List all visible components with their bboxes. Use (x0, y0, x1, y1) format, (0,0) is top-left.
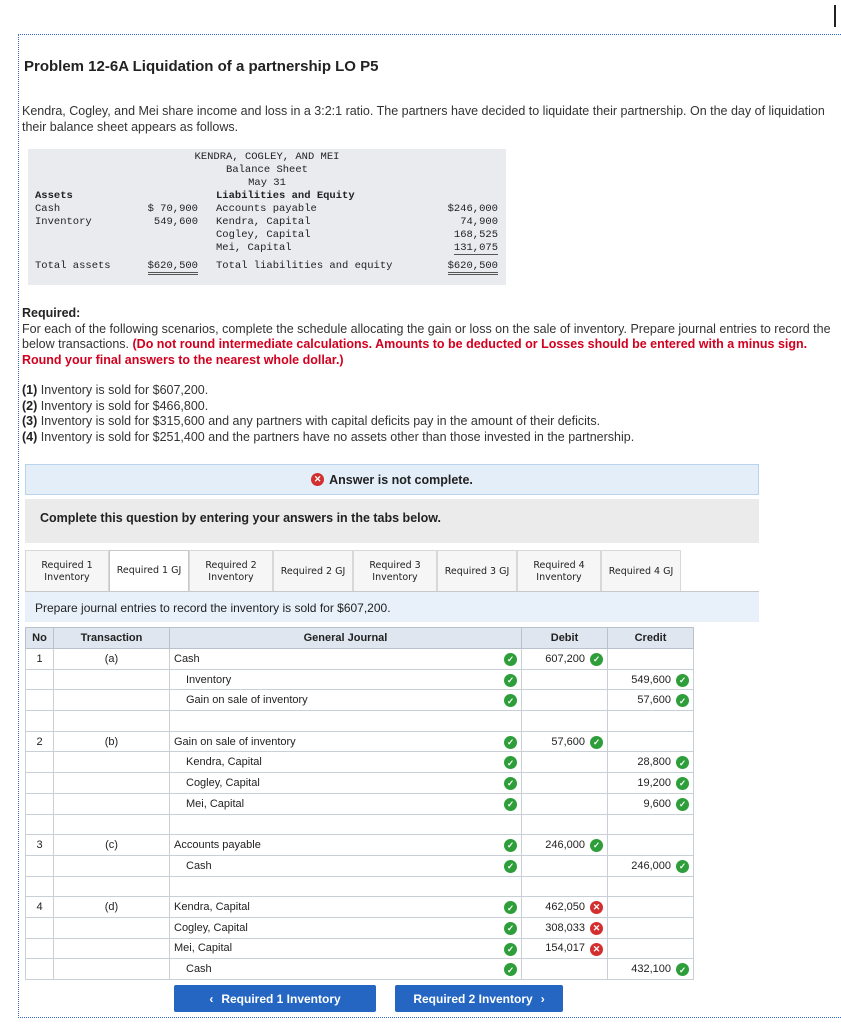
prev-tab-button[interactable]: ‹ Required 1 Inventory (174, 985, 376, 1012)
row-credit-input[interactable] (608, 897, 694, 918)
row-transaction (54, 814, 170, 835)
correct-check-icon: ✓ (590, 653, 603, 666)
journal-row (26, 731, 694, 752)
row-account-input[interactable]: Kendra, Capital ✓ (170, 897, 522, 918)
row-debit-input[interactable] (522, 855, 608, 876)
complete-prompt: Complete this question by entering your answers in the tabs below. (25, 499, 759, 543)
correct-check-icon: ✓ (504, 963, 517, 976)
problem-title: Problem 12-6A Liquidation of a partnership LO P5 (24, 58, 379, 75)
row-credit-input[interactable] (608, 835, 694, 856)
row-no: 2 (26, 731, 54, 752)
row-credit-input[interactable] (608, 711, 694, 732)
row-transaction: (c) (54, 835, 170, 856)
row-no (26, 814, 54, 835)
row-debit-input[interactable] (522, 690, 608, 711)
chevron-right-icon: › (540, 991, 545, 1006)
row-debit-input[interactable] (522, 876, 608, 897)
correct-check-icon: ✓ (676, 756, 689, 769)
journal-row (26, 959, 694, 980)
bs-total-le-label: Total liabilities and equity (216, 260, 393, 272)
tab-required-3-gj[interactable]: Required 3 GJ (437, 550, 517, 592)
journal-row (26, 669, 694, 690)
col-transaction: Transaction (54, 628, 170, 649)
row-no (26, 917, 54, 938)
journal-row (26, 690, 694, 711)
journal-row (26, 938, 694, 959)
next-tab-button[interactable]: Required 2 Inventory › (395, 985, 563, 1012)
bs-cash-value: $ 70,900 (147, 203, 198, 215)
balance-sheet (28, 149, 506, 285)
bs-cash-label: Cash (35, 203, 61, 215)
journal-row (26, 897, 694, 918)
row-credit-input[interactable]: 9,600 ✓ (608, 793, 694, 814)
row-account-input[interactable] (170, 711, 522, 732)
row-transaction: (d) (54, 897, 170, 918)
scenario-item: (1) Inventory is sold for $607,200. (22, 383, 209, 397)
correct-check-icon: ✓ (590, 839, 603, 852)
general-journal-table (25, 627, 694, 980)
row-account-input[interactable] (170, 876, 522, 897)
bs-cogley-value: 168,525 (453, 229, 498, 241)
journal-row (26, 711, 694, 732)
scenario-item: (4) Inventory is sold for $251,400 and the partners have no assets other than those invested in the partnership. (22, 429, 635, 444)
row-no (26, 959, 54, 980)
row-transaction (54, 855, 170, 876)
row-no (26, 773, 54, 794)
row-account-input[interactable]: Cogley, Capital ✓ (170, 773, 522, 794)
row-credit-input[interactable] (608, 917, 694, 938)
col-no: No (26, 628, 54, 649)
tab-required-4-inventory[interactable]: Required 4 Inventory (517, 550, 601, 592)
row-transaction (54, 876, 170, 897)
correct-check-icon: ✓ (676, 860, 689, 873)
text-cursor (834, 5, 836, 27)
tab-required-4-gj[interactable]: Required 4 GJ (601, 550, 681, 592)
tab-required-1-inventory[interactable]: Required 1 Inventory (25, 550, 109, 592)
correct-check-icon: ✓ (504, 943, 517, 956)
journal-row (26, 649, 694, 670)
row-debit-input[interactable] (522, 711, 608, 732)
col-general-journal: General Journal (170, 628, 522, 649)
row-no (26, 690, 54, 711)
row-debit-input[interactable]: 308,033 ✕ (522, 917, 608, 938)
answer-status-banner (25, 464, 759, 495)
correct-check-icon: ✓ (676, 777, 689, 790)
row-account-input[interactable]: Cash ✓ (170, 855, 522, 876)
row-transaction (54, 752, 170, 773)
row-debit-input[interactable] (522, 773, 608, 794)
row-debit-input[interactable]: 246,000 ✓ (522, 835, 608, 856)
correct-check-icon: ✓ (676, 963, 689, 976)
row-transaction (54, 669, 170, 690)
row-no (26, 855, 54, 876)
row-account-input[interactable]: Accounts payable ✓ (170, 835, 522, 856)
journal-row (26, 814, 694, 835)
row-credit-input[interactable] (608, 649, 694, 670)
bs-total-assets-value: $620,500 (148, 260, 198, 275)
chevron-left-icon: ‹ (209, 991, 214, 1006)
row-no: 3 (26, 835, 54, 856)
bs-assets-header: Assets (35, 190, 73, 202)
required-text: For each of the following scenarios, complete the schedule allocating the gain or loss on the sale of inventory. Prepare journal entries to record the below transactions. (22, 321, 831, 351)
bs-cogley-label: Cogley, Capital (216, 229, 311, 241)
col-credit: Credit (608, 628, 694, 649)
col-debit: Debit (522, 628, 608, 649)
row-account-input[interactable]: Kendra, Capital ✓ (170, 752, 522, 773)
row-debit-input[interactable] (522, 752, 608, 773)
correct-check-icon: ✓ (676, 674, 689, 687)
row-no (26, 793, 54, 814)
required-section (22, 306, 834, 368)
row-no: 4 (26, 897, 54, 918)
journal-row (26, 835, 694, 856)
row-debit-input[interactable] (522, 669, 608, 690)
correct-check-icon: ✓ (504, 860, 517, 873)
bs-total-le-value: $620,500 (448, 260, 498, 275)
row-no: 1 (26, 649, 54, 670)
row-credit-input[interactable]: 57,600 ✓ (608, 690, 694, 711)
journal-row (26, 793, 694, 814)
row-credit-input[interactable]: 432,100 ✓ (608, 959, 694, 980)
row-no (26, 711, 54, 732)
row-credit-input[interactable]: 19,200 ✓ (608, 773, 694, 794)
row-transaction (54, 938, 170, 959)
row-credit-input[interactable]: 549,600 ✓ (608, 669, 694, 690)
row-credit-input[interactable]: 246,000 ✓ (608, 855, 694, 876)
row-credit-input[interactable] (608, 731, 694, 752)
correct-check-icon: ✓ (504, 756, 517, 769)
row-credit-input[interactable] (608, 938, 694, 959)
bs-inventory-value: 549,600 (153, 216, 198, 228)
row-no (26, 752, 54, 773)
journal-row (26, 855, 694, 876)
row-account-input[interactable]: Cash ✓ (170, 649, 522, 670)
bs-title: Balance Sheet (226, 164, 308, 176)
row-transaction (54, 793, 170, 814)
journal-row (26, 752, 694, 773)
row-no (26, 669, 54, 690)
correct-check-icon: ✓ (504, 922, 517, 935)
row-no (26, 938, 54, 959)
row-account-input[interactable] (170, 814, 522, 835)
required-heading: Required: (22, 306, 81, 320)
bs-company: KENDRA, COGLEY, AND MEI (194, 151, 340, 163)
row-account-input[interactable]: Inventory ✓ (170, 669, 522, 690)
incorrect-x-icon: ✕ (590, 943, 603, 956)
row-credit-input[interactable] (608, 814, 694, 835)
answer-status-text: Answer is not complete. (329, 472, 473, 487)
row-debit-input[interactable] (522, 959, 608, 980)
row-debit-input[interactable] (522, 793, 608, 814)
correct-check-icon: ✓ (504, 777, 517, 790)
bs-kendra-value: 74,900 (460, 216, 498, 228)
row-debit-input[interactable]: 154,017 ✕ (522, 938, 608, 959)
row-transaction (54, 917, 170, 938)
tab-required-3-inventory[interactable]: Required 3 Inventory (353, 550, 437, 592)
row-account-input[interactable]: Cash ✓ (170, 959, 522, 980)
row-debit-input[interactable]: 57,600 ✓ (522, 731, 608, 752)
journal-row (26, 917, 694, 938)
required-note: (Do not round intermediate calculations. Amounts to be deducted or Losses should be entered with a minus sign. Round your final answers to the nearest whole dollar.) (22, 337, 808, 367)
bs-mei-value: 131,075 (453, 242, 498, 254)
scenario-list (22, 383, 634, 445)
row-transaction (54, 711, 170, 732)
row-transaction: (b) (54, 731, 170, 752)
incorrect-icon: ✕ (311, 473, 324, 486)
row-debit-input[interactable]: 462,050 ✕ (522, 897, 608, 918)
bs-total-assets-label: Total assets (35, 260, 111, 272)
tab-required-2-inventory[interactable]: Required 2 Inventory (189, 550, 273, 592)
row-account-input[interactable]: Cogley, Capital ✓ (170, 917, 522, 938)
correct-check-icon: ✓ (676, 694, 689, 707)
tab-bar (25, 550, 759, 592)
correct-check-icon: ✓ (504, 736, 517, 749)
row-account-input[interactable]: Gain on sale of inventory ✓ (170, 690, 522, 711)
bs-mei-label: Mei, Capital (216, 242, 292, 254)
scenario-item: (2) Inventory is sold for $466,800. (22, 398, 209, 413)
row-no (26, 876, 54, 897)
row-transaction: (a) (54, 649, 170, 670)
bs-ap-label: Accounts payable (216, 203, 317, 215)
incorrect-x-icon: ✕ (590, 922, 603, 935)
incorrect-x-icon: ✕ (590, 901, 603, 914)
row-credit-input[interactable] (608, 876, 694, 897)
tab-required-1-gj[interactable]: Required 1 GJ (109, 550, 189, 592)
row-account-input[interactable]: Gain on sale of inventory ✓ (170, 731, 522, 752)
row-transaction (54, 959, 170, 980)
tab-instruction: Prepare journal entries to record the inventory is sold for $607,200. (25, 592, 759, 622)
correct-check-icon: ✓ (504, 674, 517, 687)
correct-check-icon: ✓ (504, 901, 517, 914)
correct-check-icon: ✓ (504, 839, 517, 852)
tab-required-2-gj[interactable]: Required 2 GJ (273, 550, 353, 592)
correct-check-icon: ✓ (676, 798, 689, 811)
row-account-input[interactable]: Mei, Capital ✓ (170, 938, 522, 959)
row-transaction (54, 773, 170, 794)
row-account-input[interactable]: Mei, Capital ✓ (170, 793, 522, 814)
journal-row (26, 876, 694, 897)
bs-kendra-label: Kendra, Capital (216, 216, 311, 228)
correct-check-icon: ✓ (504, 694, 517, 707)
row-credit-input[interactable]: 28,800 ✓ (608, 752, 694, 773)
journal-row (26, 773, 694, 794)
correct-check-icon: ✓ (504, 653, 517, 666)
bs-liab-header: Liabilities and Equity (216, 190, 355, 202)
row-transaction (54, 690, 170, 711)
bs-date: May 31 (248, 177, 286, 189)
correct-check-icon: ✓ (504, 798, 517, 811)
correct-check-icon: ✓ (590, 736, 603, 749)
row-debit-input[interactable] (522, 814, 608, 835)
bs-inventory-label: Inventory (35, 216, 92, 228)
intro-text: Kendra, Cogley, and Mei share income and loss in a 3:2:1 ratio. The partners have decided to liquidate their partnership. On the day of liquidation their balance sheet appears as follows. (22, 104, 825, 134)
scenario-item: (3) Inventory is sold for $315,600 and any partners with capital deficits pay in the amount of their deficits. (22, 414, 601, 428)
row-debit-input[interactable]: 607,200 ✓ (522, 649, 608, 670)
bs-ap-value: $246,000 (447, 203, 498, 215)
